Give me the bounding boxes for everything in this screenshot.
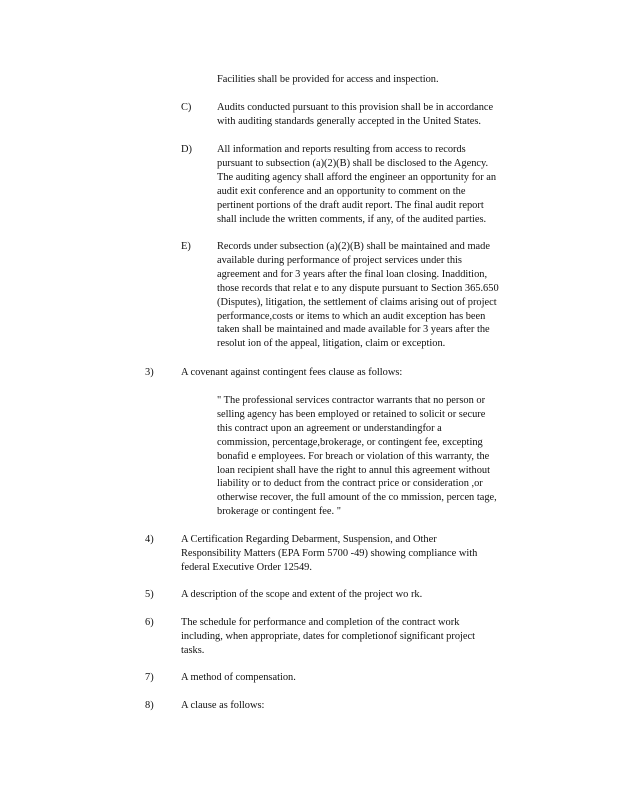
text-line: resolut ion of the appeal, litigation, claim or exception. <box>217 338 446 350</box>
text-line: federal Executive Order 12549. <box>181 561 312 573</box>
text-line: (Disputes), litigation, the settlement of claims arising out of project <box>217 296 497 308</box>
text-line: Responsibility Matters (EPA Form 5700 -49) showing compliance with <box>181 547 478 559</box>
text-line: " The professional services contractor warrants that no person or <box>217 395 486 406</box>
subitem-marker: C) <box>181 102 192 113</box>
item-marker: 6) <box>145 617 154 628</box>
text-line: including, when appropriate, dates for completionof significant project <box>181 630 476 642</box>
text-line: bonafid e employees. For breach or violation of this warranty, the <box>217 450 490 462</box>
text-line: otherwise recover, the full amount of the co mmission, percen tage, <box>217 492 497 504</box>
text-line: A clause as follows: <box>181 700 265 711</box>
item-text <box>181 533 521 575</box>
text-line: brokerage or contingent fee. " <box>217 506 341 518</box>
item-text <box>181 588 521 602</box>
text-line: loan recipient shall have the right to annul this agreement without <box>217 464 490 476</box>
item-marker: 4) <box>145 534 154 545</box>
text-line: agreement and for 3 years after the final loan closing. Inaddition, <box>217 268 488 280</box>
text-line: commission, percentage,brokerage, or contingent fee, excepting <box>217 436 483 448</box>
item-marker: 3) <box>145 367 154 378</box>
text-line: performance,costs or items to which an audit exception has been <box>217 310 486 322</box>
text-line: shall include the written comments, if any, of the audited parties. <box>217 213 487 225</box>
text-line: A method of compensation. <box>181 672 296 683</box>
text-line: selling agency has been employed or retained to solicit or secure <box>217 408 486 420</box>
text-line: pertinent portions of the draft audit report. The final audit report <box>217 199 484 211</box>
text-line: A covenant against contingent fees clause as follows: <box>181 367 403 378</box>
item-marker: 7) <box>145 672 154 683</box>
intro-line: Facilities shall be provided for access and inspection. <box>217 74 439 85</box>
text-line: available during performance of project services under this <box>217 254 462 266</box>
item-text <box>181 671 521 685</box>
item-text <box>181 699 521 713</box>
text-line: those records that relat e to any dispute pursuant to Section 365.650 <box>217 282 499 294</box>
text-line: All information and reports resulting from access to records <box>217 144 466 155</box>
intro-paragraph <box>217 73 547 87</box>
text-line: The auditing agency shall afford the engineer an opportunity for an <box>217 171 497 183</box>
text-line: The schedule for performance and completion of the contract work <box>181 617 460 628</box>
text-line: this contract upon an agreement or understandingfor a <box>217 422 442 434</box>
quote-text <box>217 394 537 519</box>
text-line: with auditing standards generally accepted in the United States. <box>217 115 482 127</box>
text-line: A Certification Regarding Debarment, Suspension, and Other <box>181 534 437 545</box>
subitem-text <box>217 101 527 129</box>
item-text <box>181 366 521 380</box>
subitem-text <box>217 143 541 226</box>
text-line: Audits conducted pursuant to this provision shall be in accordance <box>217 102 494 113</box>
text-line: liability or to deduct from the contract price or consideration ,or <box>217 478 483 490</box>
text-line: A description of the scope and extent of the project wo rk. <box>181 589 423 600</box>
text-line: audit exit conference and an opportunity to comment on the <box>217 185 466 197</box>
subitem-text <box>217 240 537 351</box>
item-text <box>181 616 521 658</box>
text-line: taken shall be maintained and made available for 3 years after the <box>217 324 490 336</box>
text-line: Records under subsection (a)(2)(B) shall be maintained and made <box>217 241 490 252</box>
subitem-marker: D) <box>181 144 192 155</box>
text-line: pursuant to subsection (a)(2)(B) shall be disclosed to the Agency. <box>217 157 489 169</box>
item-marker: 8) <box>145 700 154 711</box>
subitem-marker: E) <box>181 241 191 252</box>
text-line: tasks. <box>181 644 205 656</box>
item-marker: 5) <box>145 589 154 600</box>
